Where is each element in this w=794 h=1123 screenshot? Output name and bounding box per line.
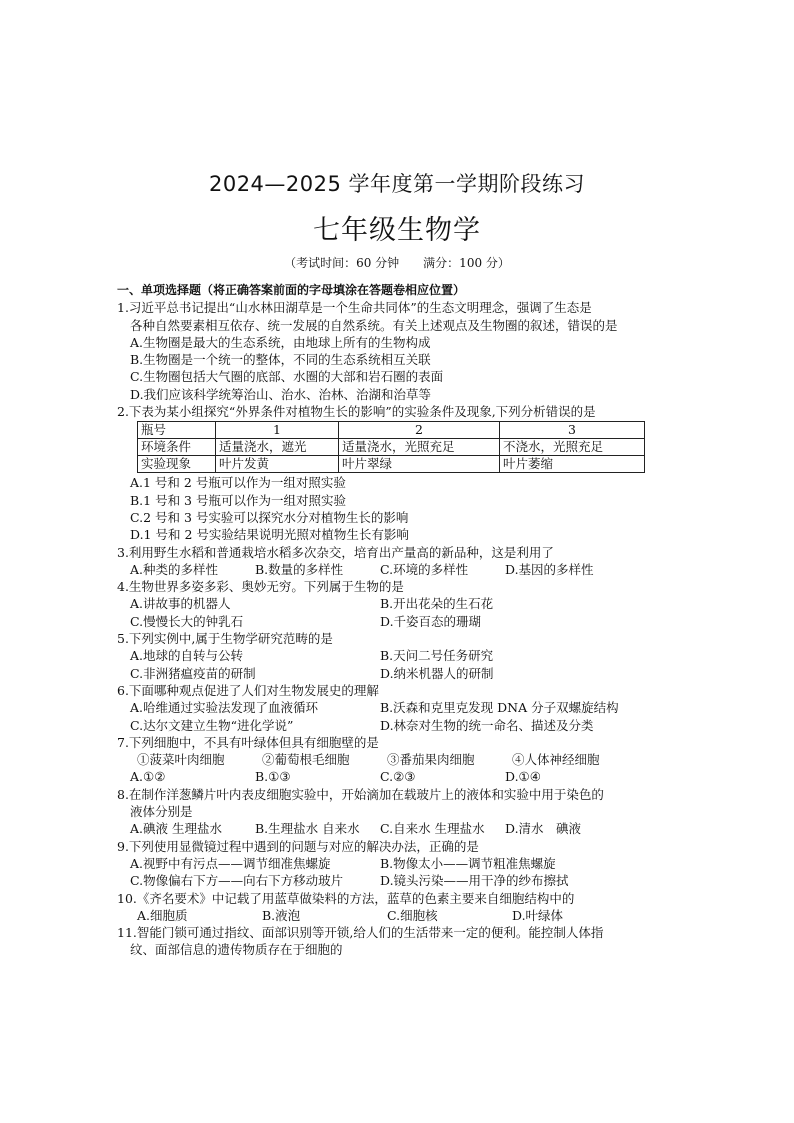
option-a: A.地球的自转与公转 xyxy=(130,648,244,664)
table-cell: 实验现象 xyxy=(138,456,216,473)
option-a: A.①② xyxy=(130,769,166,785)
question-stem: 2.下表为某小组探究“外界条件对植物生长的影响”的实验条件及现象,下列分析错误的是 xyxy=(117,404,596,420)
table-row xyxy=(138,439,645,456)
question-stem-cont: 各种自然要素相互依存、统一发展的自然系统。有关上述观点及生物圈的叙述，错误的是 xyxy=(130,317,618,333)
experiment-table xyxy=(137,421,645,473)
table-cell: 叶片萎缩 xyxy=(500,456,645,473)
exam-title: 2024—2025 学年度第一学期阶段练习 xyxy=(208,172,586,196)
question-5 xyxy=(117,630,677,682)
table-cell: 叶片翠绿 xyxy=(339,456,500,473)
option-d: D.纳米机器人的研制 xyxy=(380,665,494,681)
item: ④人体神经细胞 xyxy=(512,752,600,768)
option-d: D.镜头污染——用干净的纱布擦拭 xyxy=(380,873,569,889)
question-2 xyxy=(117,403,677,543)
option-a: A.碘液 生理盐水 xyxy=(130,821,222,837)
option-c: C.生物圈包括大气圈的底部、水圈的大部和岩石圈的表面 xyxy=(130,369,444,385)
option-a: A.1 号和 2 号瓶可以作为一组对照实验 xyxy=(130,475,346,491)
table-cell: 环境条件 xyxy=(138,439,216,456)
option-row xyxy=(117,595,677,612)
option-row xyxy=(117,613,677,630)
option-c: C.②③ xyxy=(380,769,416,785)
option-b: B.沃森和克里克发现 DNA 分子双螺旋结构 xyxy=(380,700,619,716)
option-b: B.生物圈是一个统一的整体，不同的生态系统相互关联 xyxy=(130,352,431,368)
option-a: A.种类的多样性 xyxy=(130,561,219,577)
table-cell: 叶片发黄 xyxy=(216,456,339,473)
item: ③番茄果肉细胞 xyxy=(387,752,475,768)
question-3 xyxy=(117,544,677,579)
item: ②葡萄根毛细胞 xyxy=(262,752,350,768)
option-c: C.达尔文建立生物“进化学说” xyxy=(130,717,294,733)
question-6 xyxy=(117,682,677,734)
option-b: B.生理盐水 自来水 xyxy=(255,821,360,837)
option-c: C.慢慢长大的钟乳石 xyxy=(130,613,244,629)
option-row xyxy=(117,699,677,716)
question-stem: 4.生物世界多姿多彩、奥妙无穷。下列属于生物的是 xyxy=(117,579,404,595)
question-stem: 11.智能门锁可通过指纹、面部识别等开锁,给人们的生活带来一定的便利。能控制人体指 xyxy=(117,925,604,941)
question-stem: 7.下列细胞中，不具有叶绿体但具有细胞壁的是 xyxy=(117,734,379,750)
question-4 xyxy=(117,578,677,630)
option-d: D.叶绿体 xyxy=(512,907,564,923)
option-row xyxy=(117,855,677,872)
option-d: D.清水 碘液 xyxy=(505,821,582,837)
question-10 xyxy=(117,890,677,925)
option-c: C.细胞核 xyxy=(387,907,438,923)
option-row xyxy=(117,561,677,578)
option-a: A.细胞质 xyxy=(137,907,188,923)
question-list xyxy=(117,282,677,959)
option-a: A.哈维通过实验法发现了血液循环 xyxy=(130,700,319,716)
option-d: D.①④ xyxy=(505,769,541,785)
question-stem: 5.下列实例中,属于生物学研究范畴的是 xyxy=(117,631,333,647)
option-b: B.①③ xyxy=(255,769,291,785)
option-a: A.讲故事的机器人 xyxy=(130,596,231,612)
option-b: B.物像太小——调节粗准焦螺旋 xyxy=(380,855,556,871)
question-stem-cont: 纹、面部信息的遗传物质存在于细胞的 xyxy=(130,942,343,958)
table-cell: 瓶号 xyxy=(138,422,216,439)
question-7 xyxy=(117,734,677,786)
option-d: D.千姿百态的珊瑚 xyxy=(380,613,482,629)
table-cell: 适量浇水，光照充足 xyxy=(339,439,500,456)
option-d: D.基因的多样性 xyxy=(505,561,594,577)
question-stem: 6.下面哪种观点促进了人们对生物发展史的理解 xyxy=(117,682,379,698)
option-d: D.林奈对生物的统一命名、描述及分类 xyxy=(380,717,594,733)
table-row xyxy=(138,456,645,473)
table-cell: 适量浇水，遮光 xyxy=(216,439,339,456)
table-cell: 3 xyxy=(500,422,645,439)
question-11 xyxy=(117,924,677,959)
question-stem-cont: 液体分别是 xyxy=(130,804,193,820)
option-row xyxy=(117,647,677,664)
question-stem: 10.《齐名要术》中记载了用蓝草做染料的方法，蓝草的色素主要来自细胞结构中的 xyxy=(117,890,575,906)
option-row xyxy=(117,907,677,924)
item: ①菠菜叶肉细胞 xyxy=(137,752,225,768)
option-row xyxy=(117,872,677,889)
option-row xyxy=(117,768,677,785)
option-row xyxy=(117,820,677,837)
exam-info: （考试时间：60 分钟 满分：100 分） xyxy=(284,256,510,270)
option-c: C.物像偏右下方——向右下方移动玻片 xyxy=(130,873,344,889)
table-cell: 2 xyxy=(339,422,500,439)
option-d: D.1 号和 2 号实验结果说明光照对植物生长有影响 xyxy=(130,527,409,543)
option-b: B.液泡 xyxy=(262,907,301,923)
option-b: B.天问二号任务研究 xyxy=(380,648,494,664)
option-c: C.非洲猪瘟疫苗的研制 xyxy=(130,665,256,681)
option-a: A.生物圈是最大的生态系统，由地球上所有的生物构成 xyxy=(130,334,431,350)
option-row xyxy=(117,717,677,734)
option-c: C.2 号和 3 号实验可以探究水分对植物生长的影响 xyxy=(130,509,409,525)
question-stem: 1.习近平总书记提出“山水林田湖草是一个生命共同体”的生态文明理念，强调了生态是 xyxy=(117,300,592,316)
option-d: D.我们应该科学统筹治山、治水、治林、治湖和治草等 xyxy=(130,386,432,402)
option-b: B.数量的多样性 xyxy=(255,561,344,577)
option-a: A.视野中有污点——调节细准焦螺旋 xyxy=(130,855,331,871)
option-row xyxy=(117,665,677,682)
option-b: B.1 号和 3 号瓶可以作为一组对照实验 xyxy=(130,492,346,508)
section-heading: 一、单项选择题（将正确答案前面的字母填涂在答题卷相应位置） xyxy=(117,283,466,297)
question-8 xyxy=(117,786,677,838)
question-stem: 9.下列使用显微镜过程中遇到的问题与对应的解决办法，正确的是 xyxy=(117,838,479,854)
exam-subject: 七年级生物学 xyxy=(313,215,481,246)
option-b: B.开出花朵的生石花 xyxy=(380,596,494,612)
question-9 xyxy=(117,838,677,890)
table-cell: 不浇水，光照充足 xyxy=(500,439,645,456)
question-stem: 3.利用野生水稻和普通栽培水稻多次杂交，培育出产量高的新品种，这是利用了 xyxy=(117,544,554,560)
option-c: C.环境的多样性 xyxy=(380,561,469,577)
table-cell: 1 xyxy=(216,422,339,439)
question-1 xyxy=(117,299,677,403)
table-row xyxy=(138,422,645,439)
option-c: C.自来水 生理盐水 xyxy=(380,821,485,837)
item-row xyxy=(117,751,677,768)
question-stem: 8.在制作洋葱鳞片叶内表皮细胞实验中，开始滴加在载玻片上的液体和实验中用于染色的 xyxy=(117,786,604,802)
